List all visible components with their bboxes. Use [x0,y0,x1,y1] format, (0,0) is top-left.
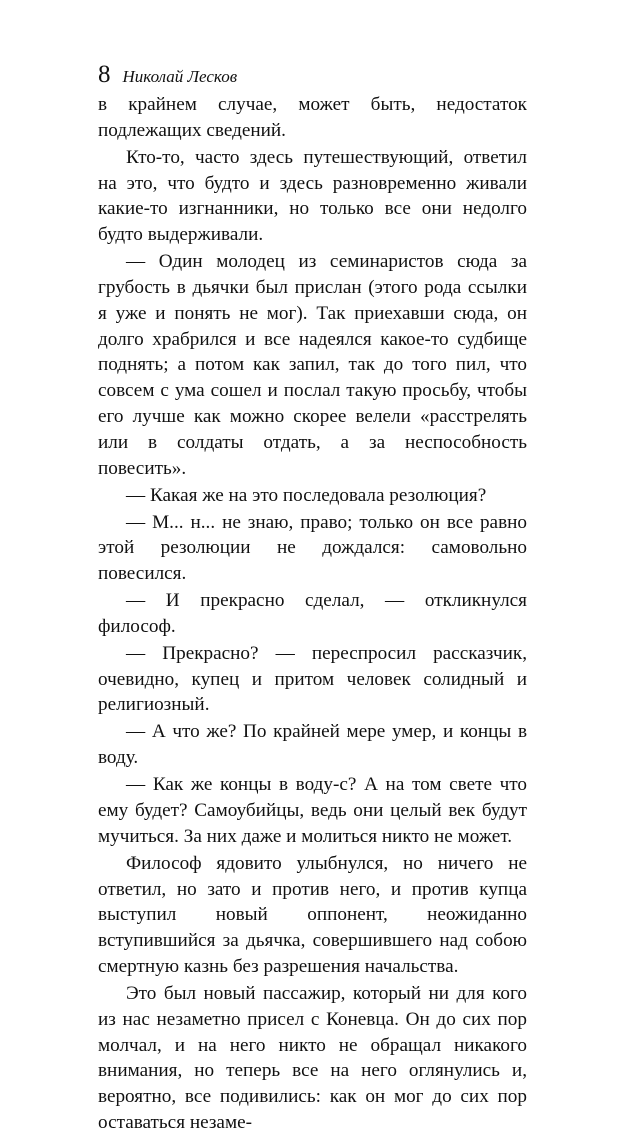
running-head-author: Николай Лесков [122,67,238,86]
text-body [98,92,527,1136]
paragraph: Кто-то, часто здесь путешествующий, ответил на это, что будто и здесь разновременно живали какие-то изгнанники, но только все они недолго будто выдерживали. [98,146,527,246]
paragraph: — А что же? По крайней мере умер, и концы в воду. [98,721,527,769]
paragraph: в крайнем случае, может быть, недостаток подлежащих сведений. [98,94,527,141]
page-header [98,62,237,87]
page-number: 8 [98,61,111,88]
paragraph: — Как же концы в воду-с? А на том свете что ему будет? Самоубийцы, ведь они целый век будут мучиться. За них даже и молиться никто не может. [98,774,527,847]
paragraph: Это был новый пассажир, который ни для кого из нас незаметно присел с Коневца. Он до сих пор молчал, и на него никто не обращал никакого внимания, но теперь все на него оглянулись и, вероятно, все подивились: как он мог до сих пор оставаться незаме- [98,982,527,1133]
paragraph: — М... н... не знаю, право; только он все равно этой резолюции не дождался: самовольно повесился. [98,511,527,585]
paragraph: — Прекрасно? — переспросил рассказчик, очевидно, купец и притом человек солидный и религиозный. [98,642,527,716]
paragraph: — И прекрасно сделал, — откликнулся философ. [98,590,527,637]
paragraph: — Какая же на это последовала резолюция? [126,484,487,506]
paragraph: Философ ядовито улыбнулся, но ничего не ответил, но зато и против него, и против купца выступил новый оппонент, неожиданно вступившийся за дьячка, совершившего над собою смертную казнь без разрешения начальства. [98,852,527,977]
paragraph: — Один молодец из семинаристов сюда за грубость в дьячки был прислан (этого рода ссылки я уже и понять не мог). Так приехавши сюда, он долго храбрился и все надеялся какое-то судбище поднять; а потом как запил, так до того пил, что совсем с ума сошел и послал такую просьбу, чтобы его лучше как можно скорее велели «расстрелять или в солдаты отдать, а за неспособность повесить». [98,251,527,479]
